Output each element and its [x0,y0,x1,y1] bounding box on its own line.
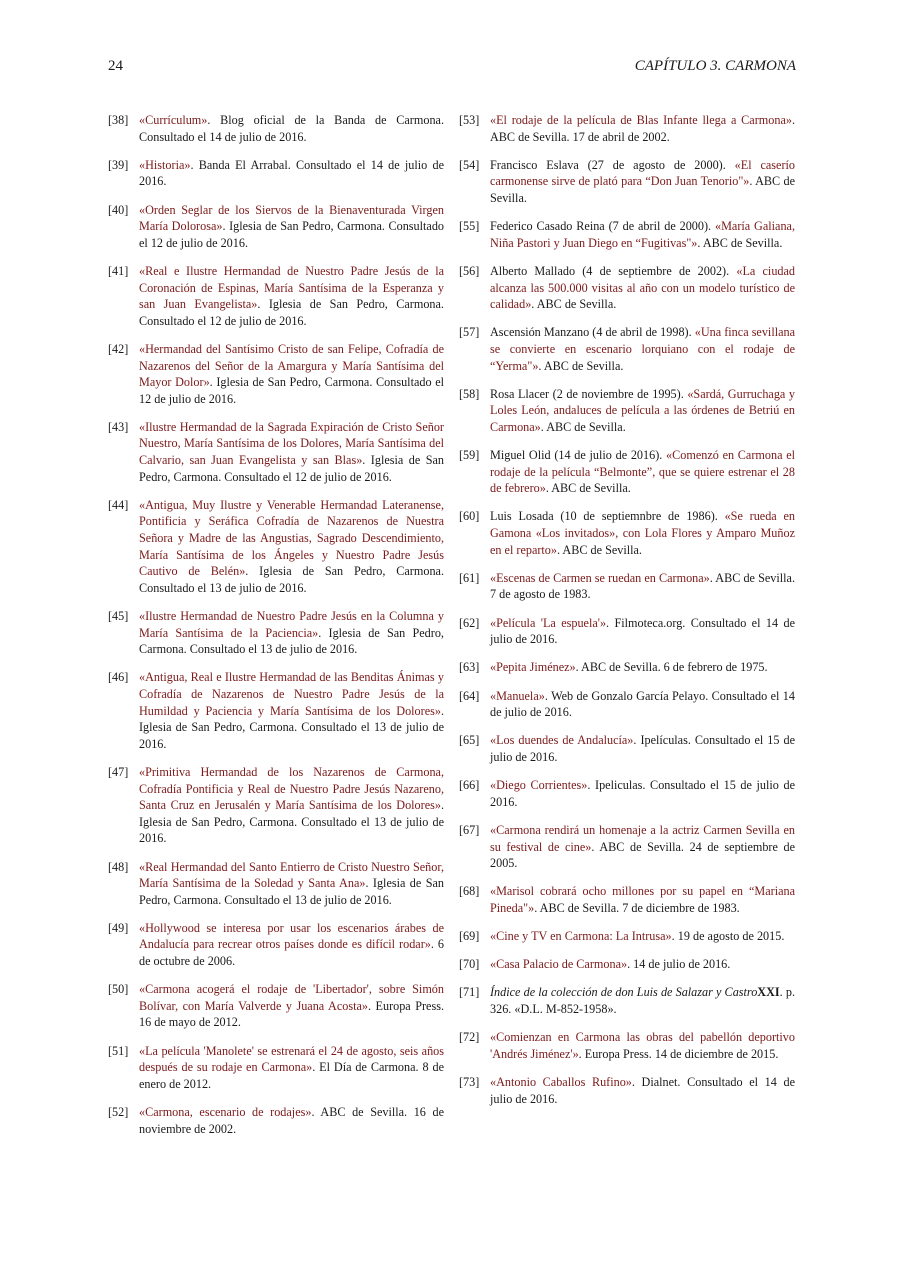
reference-title-link[interactable]: «Diego Corrientes» [490,778,588,793]
reference-title-link[interactable]: «La ciudad alcanza las 500.000 visitas al año con un modelo turístico de calidad» [490,263,796,312]
reference-source: . ABC de Sevilla. 17 de abril de 2002. [490,113,795,144]
reference-number: [38] [108,113,129,127]
reference-text [139,859,444,909]
reference-text [139,497,444,597]
reference-title-link[interactable]: «María Galiana, Niña Pastori y Juan Diego en “Fugitivas"» [490,219,796,250]
reference-text [139,1104,444,1137]
reference-entry [108,202,444,252]
reference-number: [60] [459,509,480,524]
reference-source: . ABC de Sevilla. 16 de noviembre de 2002. [139,1105,444,1136]
chapter-running-head: CAPÍTULO 3. CARMONA [634,58,796,74]
reference-number: [42] [108,341,129,356]
reference-number: [61] [459,570,480,585]
reference-entry [108,341,444,407]
reference-entry [459,984,795,1017]
reference-number: [55] [459,219,480,234]
reference-book-title: Índice de la colección de don Luis de Salazar y Castro [490,985,758,1000]
reference-entry [459,928,795,945]
reference-text [490,615,795,648]
reference-text [490,883,795,916]
reference-entry [108,981,444,1031]
reference-volume: XXI [757,985,780,1000]
reference-text [490,218,795,251]
reference-title-link[interactable]: «Cine y TV en Carmona: La Intrusa» [490,929,672,944]
reference-text [490,570,795,603]
reference-entry [108,764,444,847]
reference-title-link[interactable]: «Una finca sevillana se convierte en escenario lorquiano con el rodaje de “Yerma"» [490,325,796,373]
reference-title-link[interactable]: «Orden Seglar de los Siervos de la Bienaventurada Virgen María Dolorosa» [139,202,444,234]
reference-entry [459,324,795,374]
reference-number: [49] [108,920,129,935]
reference-text [139,263,444,329]
reference-source: . Filmoteca.org. Consultado el 14 de julio de 2016. [490,615,795,647]
reference-title-link[interactable]: «Hollywood se interesa por usar los escenarios árabes de Andalucía para recrear otros países donde es difícil rodar» [139,920,444,952]
reference-title-link[interactable]: «Los duendes de Andalucía» [490,733,634,748]
reference-text [490,659,795,676]
reference-title-link[interactable]: «Ilustre Hermandad de la Sagrada Expiración de Cristo Señor Nuestro, María Santísima de los Dolores, María Santísima del Calvario, san Juan Evangelista y san Blas» [139,419,444,468]
reference-source: . Iglesia de San Pedro, Carmona. Consultado el 12 de julio de 2016. [139,219,445,250]
reference-number: [51] [108,1043,129,1058]
reference-entry [459,1029,795,1062]
reference-text [139,764,444,847]
reference-title-link[interactable]: «Manuela» [490,688,545,703]
reference-entry [459,1074,795,1107]
reference-entry [459,508,795,558]
reference-number: [64] [459,688,480,703]
reference-number: [58] [459,386,480,401]
reference-source: . Dialnet. Consultado el 14 de julio de 2016. [490,1075,795,1106]
reference-source: . 6 de octubre de 2006. [139,937,444,969]
reference-source: . ABC de Sevilla. [545,481,631,496]
reference-title-link[interactable]: «Marisol cobrará ocho millones por su papel en “Mariana Pineda"» [490,884,795,915]
reference-number: [66] [459,778,480,793]
reference-title-link[interactable]: «Escenas de Carmen se ruedan en Carmona» [490,570,710,585]
reference-source: . ABC de Sevilla. 24 de septiembre de 2005. [490,839,795,871]
reference-number: [48] [108,859,129,874]
reference-number: [41] [108,263,129,278]
reference-title-link[interactable]: «Comienzan en Carmona las obras del pabellón deportivo 'Andrés Jiménez'» [490,1030,795,1061]
reference-number: [72] [459,1030,480,1045]
reference-author-date: Federico Casado Reina (7 de abril de 2000). [490,219,715,234]
reference-number: [57] [459,325,480,340]
reference-title-link[interactable]: «Película 'La espuela'» [490,615,607,630]
reference-title-link[interactable]: «Se rueda en Gamona «Los invitados», con Lola Flores y Amparo Muñoz en el reparto» [490,509,795,557]
reference-title-link[interactable]: «Antigua, Muy Ilustre y Venerable Hermandad Lateranense, Pontificia y Seráfica Cofradía de Nazarenos de Nuestra Señora y Madre de las Angustias, Sagrado Descendimiento, María Santísima de los Ángeles y Nuestro Padre Jesús Cautivo de Belén» [139,497,444,579]
reference-text [490,112,795,145]
reference-number: [63] [459,660,480,675]
reference-number: [73] [459,1075,480,1089]
reference-title-link[interactable]: «La película 'Manolete' se estrenará el 24 de agosto, seis años después de su rodaje en Carmona» [139,1043,444,1075]
reference-source: . Banda El Arrabal. Consultado el 14 de julio de 2016. [139,157,444,189]
reference-entry [459,688,795,721]
reference-text [490,157,795,207]
reference-entry [459,822,795,872]
reference-text [490,984,795,1017]
reference-entry [459,447,795,497]
reference-number: [46] [108,670,129,685]
reference-number: [54] [459,157,480,172]
reference-source: . ABC de Sevilla. 7 de diciembre de 1983. [534,900,740,915]
reference-entry [108,1043,444,1093]
reference-author-date: Francisco Eslava (27 de agosto de 2000). [490,157,735,172]
reference-source: . Iglesia de San Pedro, Carmona. Consultado el 13 de julio de 2016. [139,625,444,657]
reference-title-link[interactable]: «Real e Ilustre Hermandad de Nuestro Padre Jesús de la Coronación de Espinas, María Santísima de la Esperanza y san Juan Evangelista» [139,263,444,312]
reference-entry [459,615,795,648]
reference-source: . ABC de Sevilla. [531,297,617,312]
reference-title-link[interactable]: «El rodaje de la película de Blas Infante llega a Carmona» [490,113,792,127]
reference-author-date: Miguel Olid (14 de julio de 2016). [490,448,667,463]
reference-number: [40] [108,202,129,217]
reference-source: . 14 de julio de 2016. [627,957,731,972]
reference-title-link[interactable]: «El caserío carmonense sirve de plató para “Don Juan Tenorio"» [490,157,795,189]
reference-title-link[interactable]: «Ilustre Hermandad de Nuestro Padre Jesús en la Columna y María Santísima de la Paciencia» [139,609,444,640]
reference-number: [52] [108,1105,129,1119]
reference-source: . Iglesia de San Pedro, Carmona. Consultado el 13 de julio de 2016. [139,798,444,846]
reference-text [490,688,795,721]
reference-number: [59] [459,448,480,463]
reference-source: . Blog oficial de la Banda de Carmona. Consultado el 14 de julio de 2016. [139,113,444,144]
reference-number: [39] [108,157,129,172]
reference-entry [459,777,795,810]
reference-text [139,669,444,752]
reference-number: [45] [108,609,129,623]
reference-entry [459,386,795,436]
reference-source: . Europa Press. 16 de mayo de 2012. [139,998,444,1030]
reference-text [139,157,444,190]
reference-number: [47] [108,764,129,779]
reference-source: . Iglesia de San Pedro, Carmona. Consultado el 13 de julio de 2016. [139,876,444,907]
reference-source: . ABC de Sevilla. 7 de agosto de 1983. [490,570,795,602]
reference-source: . Iglesia de San Pedro, Carmona. Consultado el 12 de julio de 2016. [139,297,444,328]
reference-text [490,1074,795,1107]
reference-number: [67] [459,822,480,837]
reference-author-date: Luis Losada (10 de septiemnbre de 1986). [490,509,725,524]
reference-text [139,341,444,407]
reference-entry [459,883,795,916]
reference-title-link[interactable]: «Real Hermandad del Santo Entierro de Cristo Nuestro Señor, María Santísima de la Soledad y Santa Ana» [139,859,444,891]
reference-title-link[interactable]: «Historia» [139,157,191,172]
reference-text [490,956,795,973]
reference-title-link[interactable]: «Antonio Caballos Rufino» [490,1075,632,1089]
reference-text [139,608,444,658]
reference-entry [108,263,444,329]
reference-title-link[interactable]: «Pepita Jiménez» [490,660,576,675]
reference-title-link[interactable]: «Antigua, Real e Ilustre Hermandad de las Benditas Ánimas y Cofradía de Nazarenos de Nuestro Padre Jesús de la Humildad y Paciencia y María Santísima de los Dolores» [139,670,444,718]
reference-title-link[interactable]: «Hermandad del Santísimo Cristo de san Felipe, Cofradía de Nazarenos del Señor de la Amargura y María Santísima del Mayor Dolor» [139,341,444,390]
reference-number: [56] [459,263,480,278]
reference-entry [459,112,795,145]
reference-title-link[interactable]: «Carmona rendirá un homenaje a la actriz Carmen Sevilla en su festival de cine» [490,822,795,854]
reference-text [139,1043,444,1093]
reference-text [490,732,795,765]
reference-text [139,981,444,1031]
reference-title-link[interactable]: «Carmona, escenario de rodajes» [139,1105,312,1119]
reference-text [490,386,795,436]
reference-text [139,202,444,252]
reference-number: [50] [108,982,129,997]
reference-text [139,112,444,145]
reference-number: [70] [459,957,480,972]
reference-number: [53] [459,113,480,127]
reference-entry [108,157,444,190]
reference-entry [108,1104,444,1137]
reference-entry [108,112,444,145]
reference-entry [108,859,444,909]
reference-source: . Web de Gonzalo García Pelayo. Consultado el 14 de julio de 2016. [490,688,795,720]
reference-number: [43] [108,419,129,434]
reference-entry [459,659,795,676]
reference-title-link[interactable]: «Primitiva Hermandad de los Nazarenos de Carmona, Cofradía Pontificia y Real de Nuestro Padre Jesús Nazareno, Santa Cruz en Jerusalén y María Santísima de los Dolores» [139,764,444,813]
reference-text [490,447,795,497]
reference-title-link[interactable]: «Comenzó en Carmona el rodaje de la película “Belmonte”, que se quiere estrenar el 28 de febrero» [490,448,796,496]
reference-source: . Ipelículas. Consultado el 15 de julio de 2016. [490,733,795,764]
reference-text [490,324,795,374]
reference-source: . ABC de Sevilla. 6 de febrero de 1975. [575,660,768,675]
reference-text [490,263,795,313]
reference-source: . Ipeliculas. Consultado el 15 de julio de 2016. [490,778,795,809]
reference-number: [68] [459,884,480,899]
reference-entry [459,218,795,251]
reference-entry [108,608,444,658]
reference-entry [108,669,444,752]
reference-number: [65] [459,733,480,748]
reference-entry [459,263,795,313]
reference-source: . ABC de Sevilla. [490,174,795,205]
reference-source: . ABC de Sevilla. [697,235,783,250]
reference-author-date: Ascensión Manzano (4 de abril de 1998). [490,325,695,340]
reference-author-date: Alberto Mallado (4 de septiembre de 2002). [490,263,737,278]
reference-source: . Iglesia de San Pedro, Carmona. Consultado el 12 de julio de 2016. [139,375,444,406]
reference-title-link[interactable]: «Carmona acogerá el rodaje de 'Libertador', sobre Simón Bolívar, con María Valverde y Juana Acosta» [139,982,444,1013]
references-right-column [459,112,795,1119]
reference-title-link[interactable]: «Casa Palacio de Carmona» [490,957,628,972]
reference-source: . Iglesia de San Pedro, Carmona. Consultado el 12 de julio de 2016. [139,453,444,484]
reference-entry [108,920,444,970]
reference-text [490,928,795,945]
reference-source: . ABC de Sevilla. [557,542,642,557]
reference-entry [108,497,444,597]
reference-entry [459,570,795,603]
reference-source: . 19 de agosto de 2015. [671,929,785,944]
reference-number: [44] [108,497,129,512]
page-number: 24 [108,58,123,74]
reference-entry [108,419,444,485]
reference-title-link[interactable]: «Sardá, Gurruchaga y Loles León, andaluces de película a las órdenes de Betriú en Carmona» [490,386,795,434]
reference-source: . El Día de Carmona. 8 de enero de 2012. [139,1060,444,1091]
reference-number: [71] [459,985,480,1000]
reference-entry [459,732,795,765]
reference-number: [69] [459,929,480,944]
reference-text [490,822,795,872]
reference-source: . Europa Press. 14 de diciembre de 2015. [578,1046,779,1061]
reference-source: . ABC de Sevilla. [538,358,624,373]
references-left-column [108,112,444,1149]
reference-source: . Iglesia de San Pedro, Carmona. Consultado el 13 de julio de 2016. [139,564,444,595]
reference-text [139,419,444,485]
reference-author-date: Rosa Llacer (2 de noviembre de 1995). [490,386,688,401]
reference-text [139,920,444,970]
reference-title-link[interactable]: «Currículum» [139,113,208,127]
reference-text [490,777,795,810]
reference-entry [459,157,795,207]
reference-number: [62] [459,615,480,630]
reference-text [490,1029,795,1062]
reference-source: . ABC de Sevilla. [540,419,626,434]
reference-entry [459,956,795,973]
reference-source: . Iglesia de San Pedro, Carmona. Consultado el 13 de julio de 2016. [139,703,444,751]
reference-text [490,508,795,558]
reference-source: . p. 326. «D.L. M-852-1958». [490,985,795,1017]
